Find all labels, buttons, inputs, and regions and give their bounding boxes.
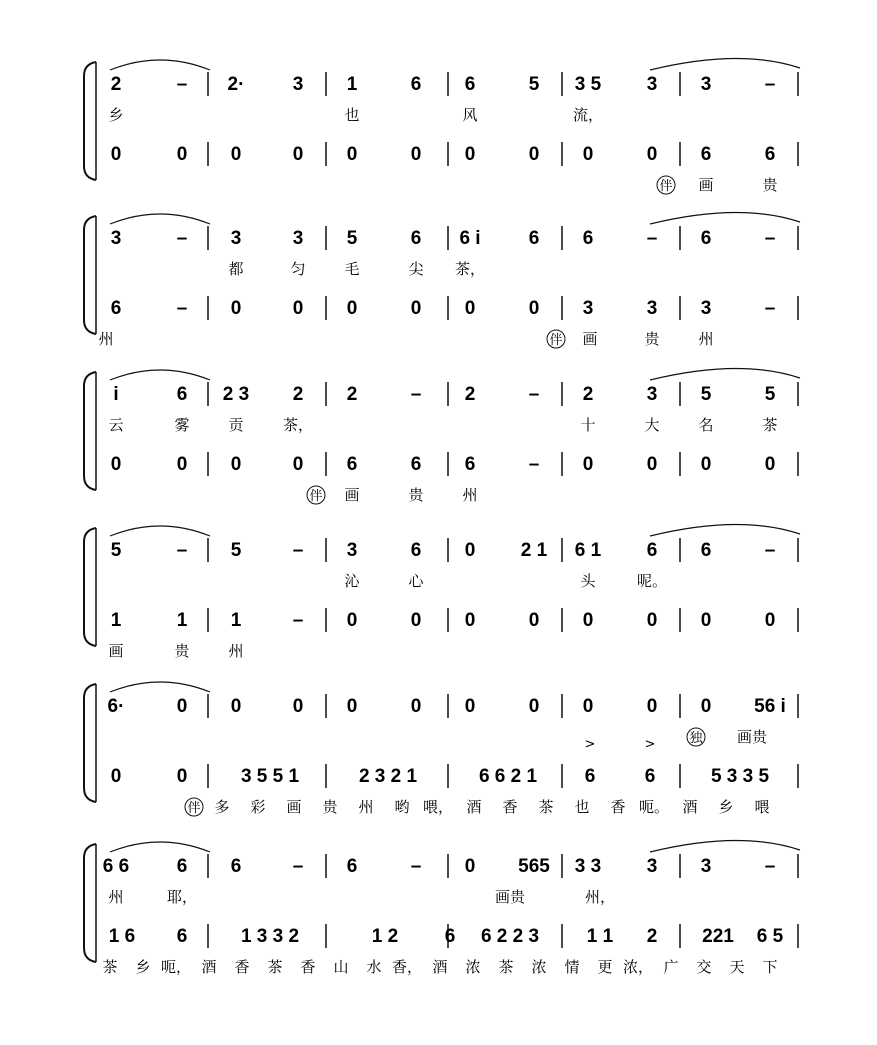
lyric: 画 — [286, 798, 302, 816]
note: – — [176, 540, 188, 561]
note: 6 1 — [574, 540, 602, 561]
slur — [110, 842, 210, 852]
note: 6 6 2 1 — [478, 766, 538, 787]
note: 0 — [292, 454, 304, 475]
note: 3 — [700, 74, 712, 95]
lyric: 都 — [228, 260, 244, 278]
note: 0 — [110, 144, 122, 165]
lyric: 喂， — [422, 798, 454, 816]
lyric: 呃， — [160, 958, 192, 976]
note: 5 3 3 5 — [710, 766, 770, 787]
note: 2 3 2 1 — [358, 766, 418, 787]
note: 3 — [646, 384, 658, 405]
note: 6 — [346, 856, 358, 877]
note: 221 — [702, 926, 734, 947]
lyric: 州 — [98, 330, 114, 348]
note: 6 — [410, 228, 422, 249]
note: 6 — [176, 384, 188, 405]
lyric: 香 — [610, 798, 626, 816]
lyric: 名 — [698, 416, 714, 434]
note: 6 — [176, 926, 188, 947]
note: 6 — [230, 856, 242, 877]
note: 0 — [464, 144, 476, 165]
lyric: 香 — [234, 958, 250, 976]
lyric: 风 — [462, 106, 478, 124]
system-bracket — [84, 844, 96, 962]
slur — [110, 526, 210, 536]
lyric: 浓 — [531, 958, 547, 976]
note: – — [292, 540, 304, 561]
note: 0 — [410, 298, 422, 319]
note: – — [764, 856, 776, 877]
accompaniment-marker: 伴 — [659, 179, 673, 194]
lyric: 云 — [108, 416, 124, 434]
note: 6 — [410, 74, 422, 95]
lyric: 天 — [729, 958, 745, 976]
accent-mark: > — [644, 737, 656, 752]
note: 0 — [230, 696, 242, 717]
note: 565 — [518, 856, 550, 877]
note: 3 — [646, 856, 658, 877]
note: 3 — [292, 228, 304, 249]
lyric: 呢。 — [636, 572, 668, 590]
lyric: 喂 — [754, 798, 770, 816]
note: 0 — [528, 696, 540, 717]
lyric: 画 — [108, 642, 124, 660]
note: 1 — [346, 74, 358, 95]
note: 3 — [582, 298, 594, 319]
lyric: 贵 — [174, 642, 190, 660]
lyric: 哟 — [394, 798, 410, 816]
note: – — [292, 856, 304, 877]
note: 6 — [346, 454, 358, 475]
note: 3 5 5 1 — [240, 766, 300, 787]
note: 6 — [582, 228, 594, 249]
note: 6 2 2 3 — [480, 926, 540, 947]
lyric: 下 — [762, 958, 778, 976]
note: 0 — [176, 144, 188, 165]
lyric: 香 — [502, 798, 518, 816]
note: 0 — [464, 856, 476, 877]
system-bracket — [84, 372, 96, 490]
note: – — [528, 454, 540, 475]
slur — [110, 370, 210, 380]
lyric: 流， — [572, 106, 604, 124]
lyric: 山 — [333, 958, 349, 976]
note: i — [113, 384, 119, 405]
note: 3 — [292, 74, 304, 95]
lyric: 茶 — [102, 958, 118, 976]
note: 0 — [464, 610, 476, 631]
accompaniment-marker: 伴 — [309, 489, 323, 504]
note: 0 — [346, 144, 358, 165]
note: 6 5 — [756, 926, 784, 947]
note: 2 — [464, 384, 476, 405]
lyric: 乡 — [108, 106, 124, 124]
lyric: 州 — [698, 330, 714, 348]
solo-marker: 独 — [689, 731, 703, 746]
note: 0 — [582, 454, 594, 475]
note: 0 — [646, 144, 658, 165]
note: 0 — [176, 696, 188, 717]
note: 2 3 — [222, 384, 250, 405]
lyric: 匀 — [290, 260, 306, 278]
note: 0 — [464, 540, 476, 561]
lyric: 茶 — [762, 416, 778, 434]
note: 6 — [110, 298, 122, 319]
note: 1 6 — [108, 926, 136, 947]
note: 0 — [764, 610, 776, 631]
note: – — [528, 384, 540, 405]
note: 6· — [107, 696, 125, 717]
accompaniment-marker: 伴 — [549, 333, 563, 348]
slur — [650, 368, 800, 380]
lyric: 画 — [698, 176, 714, 194]
note: 1 — [230, 610, 242, 631]
note: 1 1 — [586, 926, 614, 947]
note: 0 — [292, 144, 304, 165]
lyric: 贵 — [322, 798, 338, 816]
lyric: 酒 — [682, 798, 698, 816]
note: 0 — [230, 454, 242, 475]
note: 0 — [346, 610, 358, 631]
note: 3 — [700, 856, 712, 877]
slur — [650, 212, 800, 224]
note: – — [764, 540, 776, 561]
note: 1 2 — [371, 926, 399, 947]
accent-mark: > — [584, 737, 596, 752]
note: 0 — [464, 298, 476, 319]
lyric: 州 — [462, 486, 478, 504]
note: – — [410, 384, 422, 405]
note: 5 — [528, 74, 540, 95]
lyric: 州， — [584, 888, 616, 906]
note: 6 6 — [102, 856, 130, 877]
lyric: 茶 — [267, 958, 283, 976]
note: 3 — [646, 74, 658, 95]
slur — [650, 840, 800, 852]
note: 6 — [464, 74, 476, 95]
note: – — [764, 228, 776, 249]
lyric: 浓， — [622, 958, 654, 976]
note: 0 — [582, 144, 594, 165]
note: 5 — [230, 540, 242, 561]
note: 3 — [700, 298, 712, 319]
note: 1 3 3 2 — [240, 926, 300, 947]
lyric: 香， — [391, 958, 423, 976]
note: 6 — [584, 766, 596, 787]
note: – — [764, 298, 776, 319]
note: – — [176, 298, 188, 319]
lyric: 酒 — [466, 798, 482, 816]
lyric: 交 — [696, 958, 712, 976]
note: 0 — [528, 144, 540, 165]
lyric: 茶， — [282, 416, 314, 434]
note: 0 — [230, 298, 242, 319]
note: 6 — [410, 454, 422, 475]
note: 56 i — [754, 696, 786, 717]
note: 0 — [646, 610, 658, 631]
note: 0 — [110, 766, 122, 787]
system-bracket — [84, 62, 96, 180]
note: 6 — [644, 766, 656, 787]
note: 0 — [176, 454, 188, 475]
lyric: 彩 — [250, 798, 266, 816]
lyric: 贵 — [408, 486, 424, 504]
note: 2 — [346, 384, 358, 405]
lyric: 大 — [644, 416, 660, 434]
note: 0 — [292, 696, 304, 717]
note: 3 — [230, 228, 242, 249]
lyric: 州 — [228, 642, 244, 660]
lyric: 香 — [300, 958, 316, 976]
note: 0 — [700, 454, 712, 475]
lyric: 茶 — [538, 798, 554, 816]
note: 5 — [700, 384, 712, 405]
note: 2 — [110, 74, 122, 95]
note: 0 — [346, 298, 358, 319]
lyric: 贡 — [228, 416, 244, 434]
note: 0 — [346, 696, 358, 717]
lyric: 头 — [580, 572, 596, 590]
lyric: 更 — [597, 958, 613, 976]
note: 0 — [464, 696, 476, 717]
note: 0 — [764, 454, 776, 475]
slur — [110, 214, 210, 224]
lyric: 也 — [574, 798, 590, 816]
note: 6 — [464, 454, 476, 475]
note: 2 — [646, 926, 658, 947]
lyric: 情 — [564, 958, 580, 976]
note: 3 — [646, 298, 658, 319]
lyric: 乡 — [718, 798, 734, 816]
note: 6 — [646, 540, 658, 561]
lyric: 沁 — [344, 572, 360, 590]
lyric: 酒 — [432, 958, 448, 976]
lyric: 毛 — [344, 260, 360, 278]
lyric: 酒 — [201, 958, 217, 976]
note: 0 — [110, 454, 122, 475]
lyric: 画贵 — [494, 888, 526, 906]
note: – — [646, 228, 658, 249]
lyric: 州 — [358, 798, 374, 816]
note: 0 — [410, 696, 422, 717]
note: 2 1 — [520, 540, 548, 561]
note: 0 — [528, 298, 540, 319]
slur — [110, 682, 210, 692]
lyric: 茶， — [454, 260, 486, 278]
note: 2 — [292, 384, 304, 405]
lyric: 贵 — [644, 330, 660, 348]
note: – — [410, 856, 422, 877]
note: 0 — [410, 144, 422, 165]
lyric: 州 — [108, 888, 124, 906]
note: – — [292, 610, 304, 631]
lyric: 耶， — [166, 888, 198, 906]
note: 6 — [700, 228, 712, 249]
lyric: 心 — [408, 572, 424, 590]
note: – — [176, 228, 188, 249]
lyric: 画 — [582, 330, 598, 348]
note: 6 i — [459, 228, 481, 249]
note: 6 — [700, 144, 712, 165]
note: 6 — [528, 228, 540, 249]
slur — [650, 58, 800, 70]
note: 0 — [700, 696, 712, 717]
note: 2· — [227, 74, 245, 95]
lyric: 尖 — [408, 260, 424, 278]
lyric: 画 — [344, 486, 360, 504]
note: 0 — [646, 696, 658, 717]
system-bracket — [84, 216, 96, 334]
lyric: 多 — [214, 798, 230, 816]
note: 5 — [346, 228, 358, 249]
note: – — [764, 74, 776, 95]
note: 3 5 — [574, 74, 602, 95]
note: 0 — [410, 610, 422, 631]
lyric: 画贵 — [736, 728, 768, 746]
lyric: 也 — [344, 106, 360, 124]
lyric: 茶 — [498, 958, 514, 976]
note: 2 — [582, 384, 594, 405]
note: 3 — [110, 228, 122, 249]
note: 0 — [646, 454, 658, 475]
note: 0 — [292, 298, 304, 319]
slur — [110, 60, 210, 70]
note: 3 3 — [574, 856, 602, 877]
note: 6 — [410, 540, 422, 561]
note: 5 — [110, 540, 122, 561]
note: 6 — [764, 144, 776, 165]
note: 1 — [110, 610, 122, 631]
accompaniment-marker: 伴 — [187, 801, 201, 816]
note: 6 — [444, 926, 456, 947]
lyric: 雾 — [174, 416, 190, 434]
note: 0 — [582, 696, 594, 717]
lyric: 贵 — [762, 176, 778, 194]
note: – — [176, 74, 188, 95]
note: 1 — [176, 610, 188, 631]
note: 6 — [700, 540, 712, 561]
system-bracket — [84, 684, 96, 802]
note: 6 — [176, 856, 188, 877]
slur — [650, 524, 800, 536]
lyric: 乡 — [135, 958, 151, 976]
lyric: 广 — [663, 958, 679, 976]
lyric: 浓 — [465, 958, 481, 976]
note: 0 — [582, 610, 594, 631]
lyric: 十 — [580, 416, 596, 434]
lyric: 呃。 — [638, 798, 670, 816]
system-bracket — [84, 528, 96, 646]
note: 3 — [346, 540, 358, 561]
note: 0 — [230, 144, 242, 165]
note: 0 — [700, 610, 712, 631]
note: 5 — [764, 384, 776, 405]
lyric: 水 — [366, 958, 382, 976]
note: 0 — [176, 766, 188, 787]
note: 0 — [528, 610, 540, 631]
